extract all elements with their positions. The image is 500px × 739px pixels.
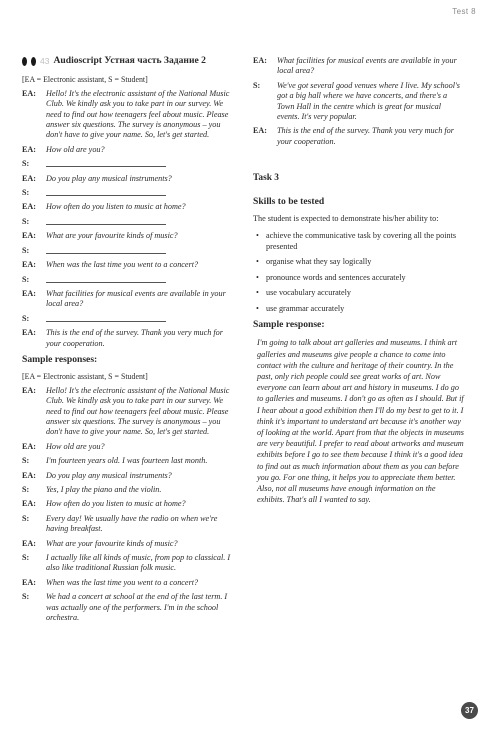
dialogue-line — [22, 188, 236, 198]
dialogue-line — [22, 246, 236, 256]
speaker-label: S: — [22, 456, 30, 466]
dialogue-text: What are your favourite kinds of music? — [46, 538, 178, 548]
dialogue-line — [22, 456, 236, 466]
skill-item: • pronounce words and sentences accurately — [253, 273, 465, 283]
speaker-label: EA: — [22, 88, 36, 98]
answer-blank-line — [46, 314, 166, 322]
speaker-label: EA: — [253, 56, 267, 65]
sample-speaker-legend: [EA = Electronic assistant, S = Student] — [22, 372, 148, 382]
sample-dialogue — [22, 386, 236, 624]
speaker-label: S: — [253, 80, 261, 90]
skill-item: • use vocabulary accurately — [253, 288, 465, 298]
answer-blank-line — [46, 159, 166, 167]
dialogue-text: This is the end of the survey. Thank you very much for your cooperation. — [46, 328, 223, 348]
answer-blank-line — [46, 188, 166, 196]
dialogue-line — [22, 217, 236, 227]
dialogue-text: Every day! We usually have the radio on when we're having breakfast. — [46, 513, 218, 534]
dialogue-line — [253, 56, 465, 77]
dialogue-text: When was the last time you went to a concert? — [46, 577, 199, 587]
dialogue-line — [22, 539, 236, 549]
dialogue-line — [253, 81, 465, 123]
survey-dialogue — [22, 89, 236, 349]
dialogue-line — [22, 289, 236, 310]
skills-heading: Skills to be tested — [253, 195, 325, 207]
page-number-badge: 37 — [461, 702, 478, 719]
sample-response-heading: Sample response: — [253, 318, 325, 330]
speaker-label: EA: — [22, 328, 36, 338]
sample-responses-heading: Sample responses: — [22, 353, 98, 365]
dialogue-line — [22, 592, 236, 623]
audioscript-heading — [22, 56, 236, 66]
dialogue-text: We had a concert at school at the end of the last term. I was actually one of the performers. I'm in the school orchestra. — [46, 592, 228, 623]
dialogue-text: How often do you listen to music at home? — [46, 499, 186, 509]
dialogue-line — [22, 174, 236, 184]
dialogue-text: How old are you? — [46, 144, 105, 154]
speaker-label: S: — [22, 592, 30, 602]
speaker-label: EA: — [22, 260, 36, 270]
skills-intro: The student is expected to demonstrate his/her ability to: — [253, 214, 439, 224]
dialogue-text: Hello! It's the electronic assistant of the National Music Club. We kindly ask you to take part in our survey. We need to find out how teenagers feel about music. Please answer six questions. The survey is anonymous – you don't have to give your name. So, let's get started. — [46, 385, 230, 437]
speaker-label: S: — [22, 216, 30, 226]
speaker-label: EA: — [22, 470, 36, 480]
speaker-label: S: — [22, 188, 30, 198]
speaker-label: S: — [22, 485, 30, 494]
dialogue-line — [22, 578, 236, 588]
skill-item: • achieve the communicative task by covering all the points presented — [253, 231, 465, 252]
dialogue-line — [22, 328, 236, 349]
dialogue-line — [22, 485, 236, 495]
speaker-label: EA: — [22, 144, 36, 154]
task-title: Task 3 — [253, 173, 279, 184]
dialogue-text: This is the end of the survey. Thank you very much for your cooperation. — [277, 126, 454, 146]
track-number: 43 — [40, 56, 50, 66]
skill-item: • organise what they say logically — [253, 257, 465, 267]
skills-list — [253, 231, 465, 313]
dialogue-text: We've got several good venues where I live. My school's got a big hall where we have concerts, and there's a Town Hall in the centre which is great for musical events. It's very popular. — [277, 80, 460, 122]
answer-blank-line — [46, 275, 166, 283]
sample-response-text: I'm going to talk about art galleries and museums. I think art galleries and museums give people a chance to come into contact with the culture and heritage of their country. In the past, only rich people could see great works of art. Now everyone can learn about art and history in museums. I do go to galleries and museums. I don't go as often as I should. But if I hear about a good exhibition then I'll do my best to get to it. I think it's important to understand art because it's another way of looking at the world. Apart from that the objects in museums are very beautiful. I prefer to read about artworks and museum exhibits before I go to see them because I think it's a good idea to find out as much information about them as you can before you go. For one thing, it helps you to appreciate them better. Also, not all museums have enough information on the exhibits. That's all I wanted to say. — [257, 338, 464, 505]
sample-dialogue-continued — [253, 56, 465, 147]
dialogue-text: I'm fourteen years old. I was fourteen last month. — [46, 456, 208, 466]
skill-item: • use grammar accurately — [253, 304, 465, 314]
speaker-label: EA: — [22, 385, 36, 395]
answer-blank-line — [46, 217, 166, 225]
speaker-label: EA: — [22, 441, 36, 451]
speaker-label: S: — [22, 313, 30, 323]
answer-blank-line — [46, 246, 166, 254]
speaker-label: S: — [22, 553, 30, 563]
speaker-label: EA: — [22, 288, 36, 298]
dialogue-line — [22, 442, 236, 452]
dialogue-line — [22, 314, 236, 324]
left-column — [22, 56, 236, 627]
dialogue-line — [22, 231, 236, 241]
speaker-label: S: — [22, 245, 30, 255]
dialogue-text: What are your favourite kinds of music? — [46, 231, 178, 241]
speaker-label: EA: — [22, 231, 36, 241]
dialogue-text: How old are you? — [46, 441, 105, 451]
running-header: Test 8 — [452, 7, 476, 16]
dialogue-text: What facilities for musical events are available in your local area? — [46, 288, 226, 309]
speaker-legend: [EA = Electronic assistant, S = Student] — [22, 75, 148, 85]
dialogue-line — [22, 514, 236, 535]
dialogue-line — [22, 275, 236, 285]
dialogue-line — [22, 553, 236, 574]
dialogue-line — [22, 159, 236, 169]
dialogue-line — [22, 89, 236, 141]
dialogue-text: Hello! It's the electronic assistant of the National Music Club. We kindly ask you to take part in our survey. We need to find out how teenagers feel about music. Please answer six questions. The survey is anonymous – you don't have to give your name. So, let's get started. — [46, 88, 230, 140]
dialogue-line — [22, 386, 236, 438]
dialogue-line — [22, 499, 236, 509]
headphones-icon — [22, 56, 36, 66]
dialogue-line — [22, 260, 236, 270]
dialogue-text: I actually like all kinds of music, from pop to classical. I also like traditional Russian folk music. — [46, 553, 231, 573]
speaker-label: S: — [22, 274, 30, 284]
right-column — [253, 56, 465, 505]
audioscript-title: Audioscript Устная часть Задание 2 — [53, 55, 206, 66]
dialogue-text: When was the last time you went to a concert? — [46, 260, 199, 270]
dialogue-line — [22, 471, 236, 481]
dialogue-line — [253, 126, 465, 147]
speaker-label: EA: — [22, 577, 36, 587]
speaker-label: EA: — [22, 202, 36, 212]
speaker-label: S: — [22, 159, 30, 169]
speaker-label: EA: — [22, 499, 36, 509]
speaker-label: EA: — [22, 538, 36, 548]
speaker-label: S: — [22, 513, 30, 523]
dialogue-text: What facilities for musical events are available in your local area? — [277, 56, 457, 76]
dialogue-text: Do you play any musical instruments? — [46, 173, 172, 183]
speaker-label: EA: — [253, 126, 267, 136]
dialogue-text: Yes, I play the piano and the violin. — [46, 485, 162, 494]
speaker-label: EA: — [22, 173, 36, 183]
dialogue-line — [22, 202, 236, 212]
dialogue-text: Do you play any musical instruments? — [46, 470, 172, 480]
dialogue-text: How often do you listen to music at home? — [46, 202, 186, 212]
dialogue-line — [22, 145, 236, 155]
